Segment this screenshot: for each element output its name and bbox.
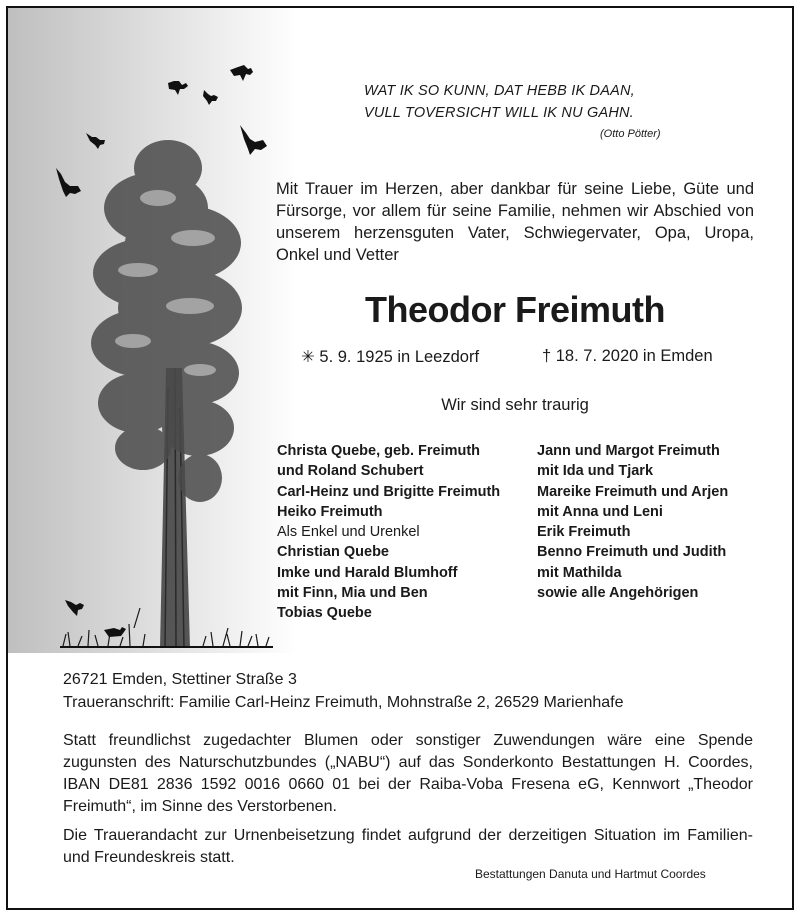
mourner-line: Erik Freimuth: [537, 524, 631, 541]
mourner-line: Imke und Harald Blumhoff: [277, 564, 458, 581]
mourner-line: Benno Freimuth und Judith: [537, 544, 727, 561]
tree-illustration: [8, 8, 298, 653]
mourner-line: Jann und Margot Freimuth: [537, 443, 720, 459]
mourners-right: [537, 441, 728, 603]
intro-text: Mit Trauer im Herzen, aber dankbar für seine Liebe, Güte und Fürsorge, vor allem für seine Familie, nehmen wir Abschied von unserem herzensguten Vater, Schwiegervater, Opa, Uropa, Onkel und Vetter: [276, 180, 754, 264]
deceased-name: Theodor Freimuth: [365, 289, 665, 330]
mourner-line: und Roland Schubert: [277, 463, 424, 480]
poem-quote: [364, 80, 635, 124]
flying-bird-icon: [65, 600, 84, 616]
quote-line: VULL TOVERSICHT WILL IK NU GAHN.: [364, 105, 634, 121]
mourner-line: mit Ida und Tjark: [537, 463, 654, 480]
mourner-line: Tobias Quebe: [277, 605, 372, 622]
flying-bird-icon: [56, 168, 81, 197]
mourner-line: mit Mathilda: [537, 564, 622, 581]
quote-line: WAT IK SO KUNN, DAT HEBB IK DAAN,: [364, 83, 635, 99]
mourners-left: [277, 441, 500, 624]
mourner-line: mit Finn, Mia und Ben: [277, 585, 428, 602]
mourner-line: Mareike Freimuth und Arjen: [537, 483, 729, 500]
mourner-line: Carl-Heinz und Brigitte Freimuth: [277, 483, 501, 500]
home-address: 26721 Emden, Stettiner Straße 3: [63, 671, 297, 688]
mourner-line: Christian Quebe: [277, 544, 389, 561]
funeral-home: Bestattungen Danuta und Hartmut Coordes: [475, 867, 706, 881]
address-block: [63, 668, 624, 714]
mourner-line: Als Enkel und Urenkel: [277, 524, 420, 541]
ceremony-text: Die Trauerandacht zur Urnenbeisetzung findet aufgrund der derzeitigen Situation im Familien- und Freundeskreis statt.: [63, 827, 753, 866]
flying-bird-icon: [168, 81, 188, 95]
mourning-address: Traueranschrift: Familie Carl-Heinz Freimuth, Mohnstraße 2, 26529 Marienhafe: [63, 694, 624, 711]
flying-bird-icon: [230, 65, 253, 81]
flying-bird-icon: [240, 125, 267, 155]
obituary-card: [6, 6, 794, 910]
death-date: † 18. 7. 2020 in Emden: [542, 347, 713, 365]
bird-on-ground-icon: [104, 627, 126, 637]
flying-bird-icon: [203, 90, 218, 105]
mourner-line: Christa Quebe, geb. Freimuth: [277, 443, 481, 459]
flying-bird-icon: [86, 133, 105, 149]
donation-text: Statt freundlichst zugedachter Blumen oder sonstiger Zuwendungen wäre eine Spende zugunsten des Naturschutzbundes („NABU“) auf das Sonderkonto Bestattungen H. Coordes, IBAN DE81 2836 1592 0016 0660 01 bei der Raiba-Voba Fresena eG, Kennwort „Theodor Freimuth“, im Sinne des Verstorbenen.: [63, 732, 753, 815]
mourning-line: Wir sind sehr traurig: [441, 396, 589, 414]
mourner-line: Heiko Freimuth: [277, 503, 383, 520]
quote-author: (Otto Pötter): [600, 128, 661, 140]
mourner-line: mit Anna und Leni: [537, 503, 663, 520]
birth-date: ✳ 5. 9. 1925 in Leezdorf: [301, 348, 480, 366]
mourner-line: sowie alle Angehörigen: [537, 585, 699, 602]
